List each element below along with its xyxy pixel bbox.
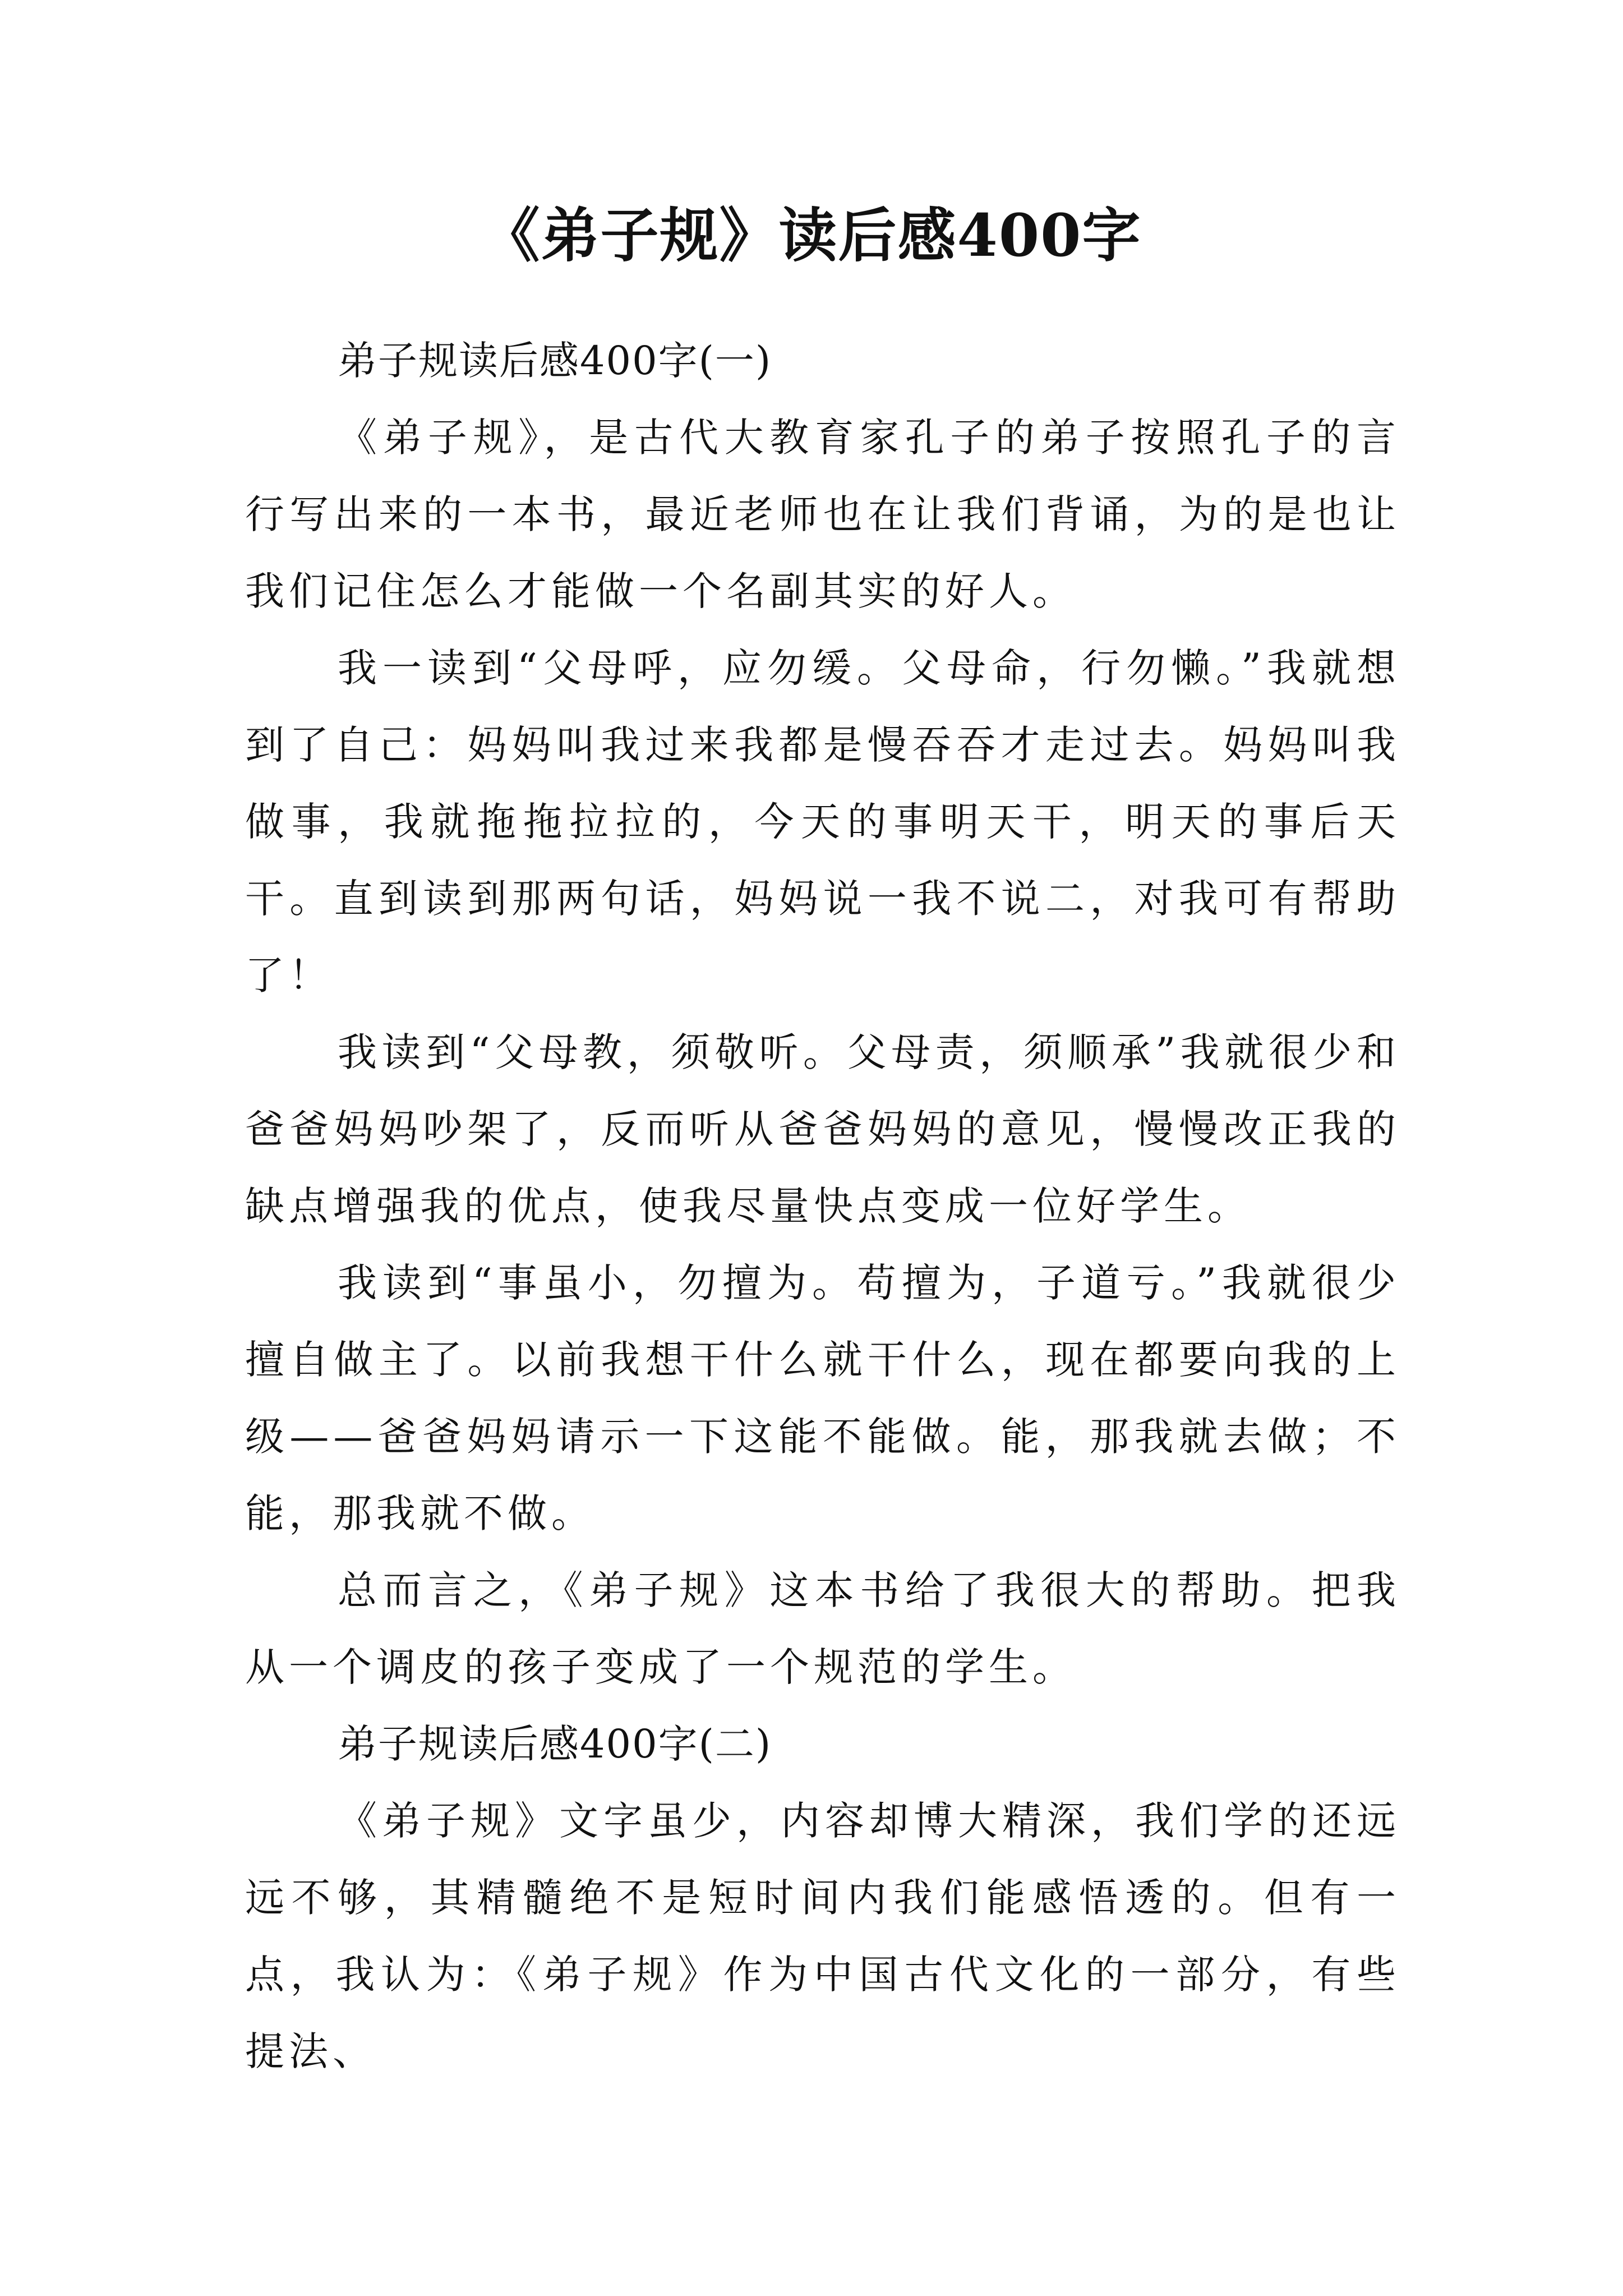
paragraph-quote-1: 我一读到“父母呼，应勿缓。父母命，行勿懒。”我就想到了自己：妈妈叫我过来我都是慢吞吞才走过去。妈妈叫我做事，我就拖拖拉拉的，今天的事明天干，明天的事后天干。直到读到那两句话，妈妈说一我不说二，对我可有帮助了！ bbox=[245, 645, 1400, 999]
paragraph-intro: 《弟子规》，是古代大教育家孔子的弟子按照孔子的言行写出来的一本书，最近老师也在让我们背诵，为的是也让我们记住怎么才能做一个名副其实的好人。 bbox=[245, 415, 1400, 614]
paragraph-section-2: 《弟子规》文字虽少，内容却博大精深，我们学的还远远不够，其精髓绝不是短时间内我们能感悟透的。但有一点，我认为：《弟子规》作为中国古代文化的一部分，有些提法、 bbox=[245, 1798, 1400, 2074]
section-heading-2: 弟子规读后感400字(二) bbox=[338, 1721, 772, 1767]
document-title: 《弟子规》读后感400字 bbox=[481, 201, 1142, 270]
paragraph-quote-2: 我读到“父母教，须敬听。父母责，须顺承”我就很少和爸爸妈妈吵架了，反而听从爸爸妈妈的意见，慢慢改正我的缺点增强我的优点，使我尽量快点变成一位好学生。 bbox=[245, 1029, 1400, 1229]
document-body bbox=[245, 323, 1400, 2090]
paragraph-conclusion: 总而言之，《弟子规》这本书给了我很大的帮助。把我从一个调皮的孩子变成了一个规范的学生。 bbox=[245, 1567, 1400, 1690]
paragraph-quote-3: 我读到“事虽小，勿擅为。苟擅为，子道亏。”我就很少擅自做主了。以前我想干什么就干什么，现在都要向我的上级——爸爸妈妈请示一下这能不能做。能，那我就去做；不能，那我就不做。 bbox=[245, 1260, 1400, 1536]
section-heading-1: 弟子规读后感400字(一) bbox=[338, 338, 772, 384]
